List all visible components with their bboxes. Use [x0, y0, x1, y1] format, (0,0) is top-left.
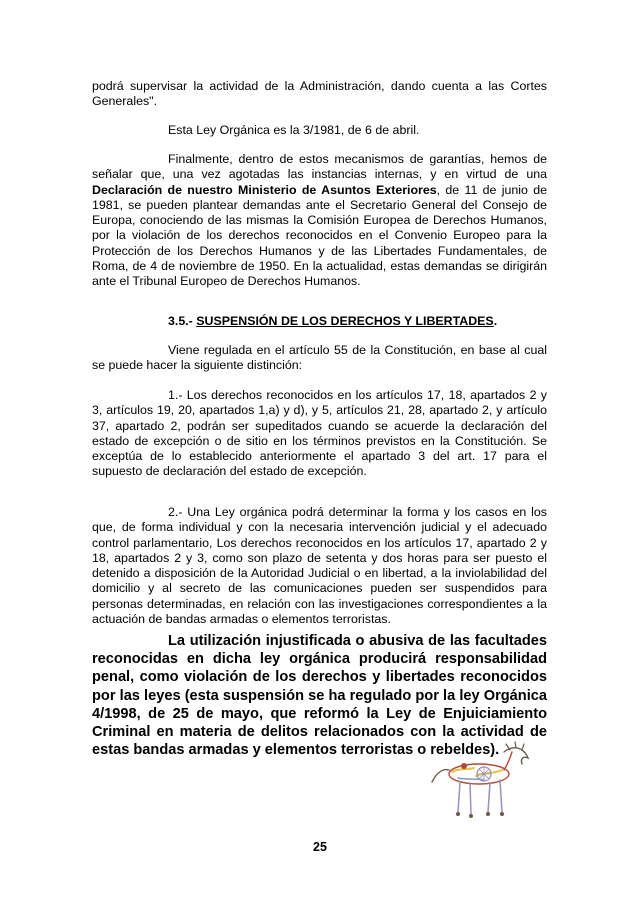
paragraph-articulo-55 — [92, 343, 547, 374]
paragraph-continuation — [92, 79, 547, 110]
paragraph-3-part-a: Finalmente, dentro de estos mecanismos de garantías, hemos de señalar que, una vez agotadas las instancias internas, y en virtud de una — [92, 152, 547, 182]
page-number: 25 — [313, 840, 327, 854]
paragraph-distincion-1 — [92, 388, 547, 480]
paragraph-3-part-b: , de 11 de junio de 1981, se pueden plantear demandas ante el Secretario General del Consejo de Europa, conociendo de las mismas la Comisión Europea de Derechos Humanos, por la violación de los derechos reconocidos en el Convenio Europeo para la Protección de los Derechos Humanos y de las Libertades Fundamentales, de Roma, de 4 de noviembre de 1950. En la actualidad, estas demandas se dirigirán ante el Tribunal Europeo de Derechos Humanos. — [92, 182, 547, 289]
section-heading-number: 3.5.- — [168, 314, 197, 328]
paragraph-3 — [92, 152, 547, 290]
section-heading-title: SUSPENSIÓN DE LOS DERECHOS Y LIBERTADES — [196, 314, 494, 328]
paragraph-distincion-2 — [92, 505, 547, 627]
paragraph-2-text: Esta Ley Orgánica es la 3/1981, de 6 de abril. — [168, 123, 420, 137]
paragraph-ley-organica — [92, 123, 547, 138]
paragraph-3-bold: Declaración de nuestro Ministerio de Asuntos Exteriores — [92, 182, 437, 197]
section-heading-line — [92, 314, 547, 329]
paragraph-5-text: Viene regulada en el artículo 55 de la Constitución, en base al cual se puede hacer la siguiente distinción: — [92, 343, 547, 373]
paragraph-6-text: 1.- Los derechos reconocidos en los artículos 17, 18, apartados 2 y 3, artículos 19, 20, apartados 1,a) y d), y 5, artículos 21, 28, apartado 2, y artículo 37, apartado 2, podrán ser supeditados cuando se acuerde la declaración del estado de excepción o de sitio en los términos previstos en la Constitución. Se exceptúa de lo establecido anteriormente el apartado 3 del art. 17 para el supuesto de declaración del estado de excepción. — [92, 388, 547, 479]
paragraph-8-text: La utilización injustificada o abusiva de las facultades reconocidas en dicha ley orgánica producirá responsabilidad penal, como violación de los derechos y libertades reconocidos por las leyes (esta suspensión se ha regulado por la ley Orgánica 4/1998, de 25 de mayo, que reformó la Ley de Enjuiciamiento Criminal en materia de delitos relacionados con la actividad de estas bandas armadas y elementos terroristas o rebeldes). — [92, 633, 547, 759]
section-heading — [92, 314, 547, 329]
horse-doodle-icon — [424, 740, 534, 820]
paragraph-1-text: podrá supervisar la actividad de la Administración, dando cuenta a las Cortes Generales". — [92, 79, 547, 109]
paragraph-7-text: 2.- Una Ley orgánica podrá determinar la forma y los casos en los que, de forma individual y con la necesaria intervención judicial y el adecuado control parlamentario, Los derechos reconocidos en los artículos 17, apartado 2 y 18, apartados 2 y 3, como son plazo de setenta y dos horas para ser puesto el detenido a disposición de la Autoridad Judicial o en libertad, a la inviolabilidad del domicilio y al secreto de las comunicaciones pueden ser suspendidos para personas determinadas, en relación con las investigaciones correspondientes a la actuación de bandas armadas o elementos terroristas. — [92, 505, 547, 627]
section-heading-end: . — [493, 314, 498, 328]
paragraph-garantias — [92, 152, 547, 290]
